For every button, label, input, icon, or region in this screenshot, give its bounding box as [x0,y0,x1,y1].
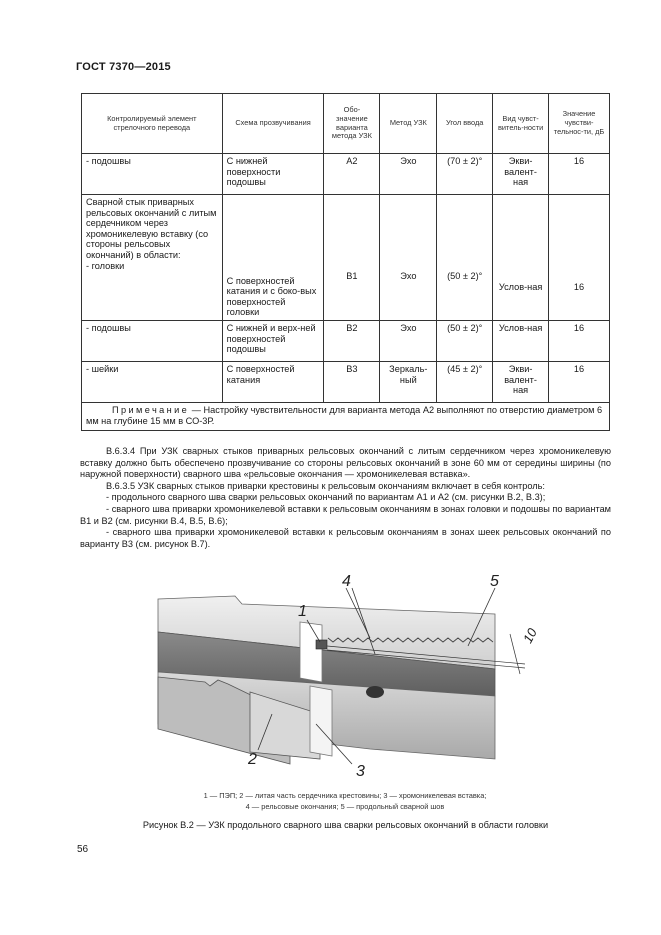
cell-angle: (45 ± 2)° [437,362,493,403]
figure-legend-line-2: 4 — рельсовые окончания; 5 — продольный сварной шов [245,802,445,811]
col-header-variant: Обо-значение варианта метода УЗК [324,94,380,154]
page-number: 56 [77,844,89,855]
cell-variant: В1 [324,195,380,321]
label-3: 3 [356,763,365,779]
table-header-row [82,94,610,154]
cell-sens-type: Услов-ная [493,195,549,321]
document-header: ГОСТ 7370—2015 [76,61,171,73]
probe-pep [316,640,327,649]
cell-scheme: С поверхностей катания и с боко-вых поверхностей головки [222,195,324,321]
cell-scheme: С нижней поверхности подошвы [222,154,324,195]
table-note [82,403,610,431]
label-2: 2 [248,751,257,768]
cell-variant: А2 [324,154,380,195]
cell-value: 16 [549,154,610,195]
sensitivity-table [81,93,610,431]
cell-variant: В2 [324,321,380,362]
cell-angle: (70 ± 2)° [437,154,493,195]
table-row [82,195,610,321]
dimension-line [510,634,520,674]
cell-sens-type: Услов-ная [493,321,549,362]
cell-element [82,195,223,321]
cell-method: Зеркаль-ный [380,362,437,403]
cell-element: - подошвы [82,321,223,362]
paragraph: В.6.3.5 УЗК сварных стыков приварки крестовины к рельсовым окончаниям включает в себя контроль: [106,480,545,491]
rail-weld-figure [150,574,544,779]
insert-band-low [310,686,332,756]
cell-element-sub: - головки [86,260,125,271]
body-text [80,446,611,550]
cell-value: 16 [549,362,610,403]
table-row [82,362,610,403]
bolt-hole [366,686,384,698]
cell-method: Эхо [380,154,437,195]
col-header-element: Контролируемый элемент стрелочного перевода [82,94,223,154]
cell-sens-type: Экви-валент-ная [493,154,549,195]
cell-element: - шейки [82,362,223,403]
cell-sens-type: Экви-валент-ная [493,362,549,403]
table-row [82,154,610,195]
figure-caption: Рисунок В.2 — УЗК продольного сварного шва сварки рельсовых окончаний в области головки [142,820,549,830]
cell-element: - подошвы [82,154,223,195]
cell-angle: (50 ± 2)° [437,321,493,362]
insert-band-top [300,622,322,682]
col-header-scheme: Схема прозвучивания [222,94,324,154]
label-4: 4 [342,574,351,590]
cell-scheme: С нижней и верх-ней поверхностей подошвы [222,321,324,362]
paragraph: В.6.3.4 При УЗК сварных стыков приварных рельсовых окончаний с литым сердечником через хромоникелевую вставку должно быть обеспечено прозвучивание со стороны рельсовых окончаний в зоне 60 мм от середины ширины (по наружной поверхности) сварного шва «рельсовые окончания — хромоникелевая вставка». [80,446,611,480]
cell-value: 16 [549,195,610,321]
cell-scheme: С поверхностей катания [222,362,324,403]
col-header-angle: Угол ввода [437,94,493,154]
note-label: Примечание [112,405,190,415]
cell-method: Эхо [380,321,437,362]
table-row [82,321,610,362]
note-text: — Настройку чувствительности для варианта метода А2 выполняют по отверстию диаметром 6 мм на глубине 15 мм в СО-3Р. [86,405,603,427]
col-header-method: Метод УЗК [380,94,437,154]
label-5: 5 [490,574,499,590]
cell-element-group: Сварной стык приварных рельсовых окончаний с литым сердечником через хромоникелевую вставку (со стороны рельсовых окончаний) в области: [86,197,217,260]
figure-legend-line-1: 1 — ПЭП; 2 — литая часть сердечника крестовины; 3 — хромоникелевая вставка; [203,791,487,800]
cell-angle: (50 ± 2)° [437,195,493,321]
cell-value: 16 [549,321,610,362]
dimension-label: 10 [519,625,540,646]
label-1: 1 [298,603,307,620]
paragraph: - продольного сварного шва сварки рельсовых окончаний по вариантам А1 и А2 (см. рисунки В.2, В.3); [106,492,546,503]
col-header-value: Значение чувстви-тельнос-ти, дБ [549,94,610,154]
cell-method: Эхо [380,195,437,321]
table-note-row [82,403,610,431]
cell-variant: В3 [324,362,380,403]
paragraph: - сварного шва приварки хромоникелевой вставки к рельсовым окончаниям в зонах шеек рельсовых окончаний по варианту В3 (см. рисунок В.7). [80,527,611,549]
paragraph: - сварного шва приварки хромоникелевой вставки к рельсовым окончаниям в зонах головки и подошвы по вариантам В1 и В2 (см. рисунки В.4, В.5, В.6); [80,503,611,526]
col-header-sens-type: Вид чувст-витель-ности [493,94,549,154]
